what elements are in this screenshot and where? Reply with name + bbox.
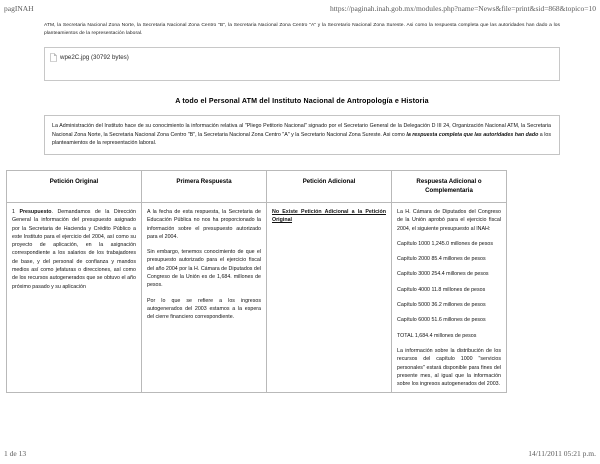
print-header-url: https://paginah.inah.gob.mx/modules.php?name=News&file=print&sid=868&topico=10 <box>329 4 596 13</box>
attachment-filename: wpe2C.jpg (30792 bytes) <box>60 54 129 62</box>
peticion-number: 1 <box>12 209 15 215</box>
summary-box <box>44 115 560 155</box>
primera-respuesta-p2: Sin embargo, tenemos conocimiento de que el presupuesto autorizado para el ejercicio fiscal del año 2004 por la H. Cámara de Diputados del Congreso de la Unión es de 1,684. millones de pesos. <box>147 249 261 289</box>
respuesta-adicional-capitulo-5000: Capítulo 5000 36.2 millones de pesos <box>397 302 486 309</box>
respuesta-adicional-nota: La información sobre la distribución de los recursos del capítulo 1000 "servicios personales" estará disponible para fines del presente mes, al igual que la información sobre los ingresos autogenerados del 2003. <box>397 347 501 388</box>
respuesta-adicional-capitulo-1000: Capítulo 1000 1,245.0 millones de pesos <box>397 240 493 247</box>
intro-paragraph: ATM, la Secretaria Nacional Zona Norte, la Secretaria Nacional Zona Centro "B", la Secretaria Nacional Zona Centro "A" y la Secretario Nacional Zona Sureste. Asi como la respuesta completa que las autoridades han dado a los planteamientos de la representación laboral. <box>44 23 560 36</box>
print-header-site-title: pagINAH <box>4 4 34 13</box>
summary-text-part2: a los planteamientos de la representación laboral. <box>52 131 551 147</box>
attachment-item[interactable] <box>50 52 554 63</box>
peticion-original-text <box>12 208 136 291</box>
column-header-peticion-original: Petición Original <box>7 171 142 203</box>
peticiones-table <box>6 170 507 393</box>
table-row <box>7 203 507 393</box>
cell-peticion-original <box>7 203 142 393</box>
page-content <box>44 22 560 171</box>
respuesta-adicional-capitulo-6000: Capítulo 6000 51.6 millones de pesos <box>397 317 486 324</box>
cell-respuesta-adicional <box>392 203 507 393</box>
cell-primera-respuesta <box>142 203 267 393</box>
print-footer-timestamp: 14/11/2011 05:21 p.m. <box>528 449 596 458</box>
page-title: A todo el Personal ATM del Instituto Nacional de Antropología e Historia <box>175 97 429 106</box>
summary-text-part1: La Administración del Instituto hace de su conocimiento la información relativa al "Pliego Petitorio Nacional" signado por el Secretario General de la Delegación D III 24, Organización Nacional ATM, la Secretaria Nacional Zona Norte, la Secretaria Nacional Zona Centro "B", la Secretaria Nacional Zona Centro "A" y la Secretario Nacional Zona Sureste. Asi como <box>52 123 551 138</box>
primera-respuesta-p1: A la fecha de esta respuesta, la Secretaria de Educación Pública no nos ha proporcionado la información sobre el presupuesto autorizado para el 2004. <box>147 209 261 240</box>
primera-respuesta-p3: Por lo que se refiere a los ingresos autogenerados del 2003 estamos a la espera del cierre financiero correspondiente. <box>147 297 261 321</box>
summary-emphasis: la respuesta completa que las autoridades han dado <box>406 131 539 138</box>
respuesta-adicional-total: TOTAL 1,684.4 millones de pesos <box>397 332 477 339</box>
table-header-row <box>7 171 507 203</box>
file-icon <box>50 53 57 62</box>
table-region <box>0 170 600 442</box>
cell-peticion-adicional <box>267 203 392 393</box>
print-footer <box>0 448 600 460</box>
column-header-peticion-adicional: Petición Adicional <box>267 171 392 203</box>
peticion-topic: Presupuesto <box>19 209 52 215</box>
peticion-body: . Demandamos de la Dirección General la información del presupuesto asignado por la Secretaria de Hacienda y Crédito Público a este Instituto para el ejercicio del 2004, así como su proyecto de aplicación, en la asignación correspondiente a los salarios de los trabajadores de base, y del personal de confianza y mandos medios así como jefaturas o direcciones, así como de los recursos autogenerados que se obtuvo el año próximo pasado y su aplicación <box>12 209 136 290</box>
attachment-box <box>44 47 560 81</box>
respuesta-adicional-intro: La H. Cámara de Diputados del Congreso de la Unión aprobó para el ejercicio fiscal 2004, el siguiente presupuesto al INAH: <box>397 209 501 232</box>
column-header-primera-respuesta: Primera Respuesta <box>142 171 267 203</box>
column-header-respuesta-adicional: Respuesta Adicional o Complementaria <box>392 171 507 203</box>
peticion-adicional-text: No Existe Petición Adicional a la Petición Original <box>272 209 386 224</box>
respuesta-adicional-capitulo-4000: Capítulo 4000 11.8 millones de pesos <box>397 286 486 293</box>
summary-paragraph <box>52 122 551 148</box>
respuesta-adicional-capitulo-2000: Capítulo 2000 85.4 millones de pesos <box>397 256 486 263</box>
respuesta-adicional-capitulo-3000: Capítulo 3000 254.4 millones de pesos <box>397 271 489 278</box>
print-header <box>0 3 600 15</box>
print-footer-page-number: 1 de 13 <box>4 449 27 458</box>
